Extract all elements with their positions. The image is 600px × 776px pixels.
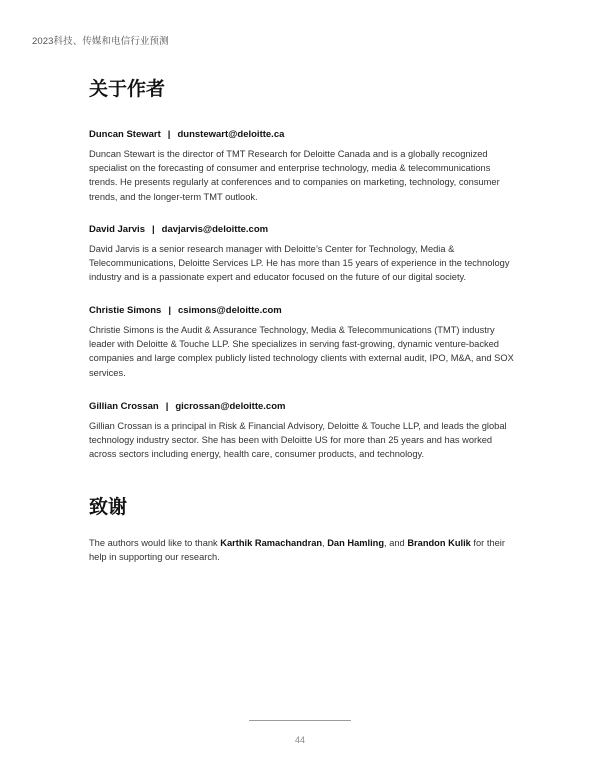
acknowledgments-heading: 致谢: [89, 496, 128, 518]
ack-outro: for their help in supporting our research.: [89, 538, 505, 563]
author-bio: Duncan Stewart is the director of TMT Research for Deloitte Canada and is a globally recognized specialist on the forecasting of consumer and enterprise technology, media & telecommunications trends. He presents regularly at conferences and to companies on marketing, technology, consumer trends, and the longer-term TMT outlook.: [89, 149, 500, 202]
ack-intro: The authors would like to thank: [89, 538, 221, 548]
author-separator: |: [168, 305, 171, 316]
author-email[interactable]: csimons@deloitte.com: [178, 305, 282, 316]
author-bio: Gillian Crossan is a principal in Risk & Financial Advisory, Deloitte & Touche LLP, and leads the global technology industry sector. She has been with Deloitte US for more than 25 years and has worked across sectors including energy, health care, consumer products, and technology.: [89, 421, 507, 460]
ack-person-dan: Dan Hamling: [327, 538, 385, 548]
author-name-line: [89, 128, 519, 141]
acknowledgments-text: [89, 536, 519, 564]
author-block-gillian-crossan: [89, 400, 519, 462]
author-name: Gillian Crossan: [89, 401, 159, 412]
ack-person-brandon: Brandon Kulik: [407, 538, 471, 548]
ack-comma: ,: [322, 538, 328, 548]
ack-and: , and: [384, 538, 408, 548]
author-bio: David Jarvis is a senior research manager with Deloitte’s Center for Technology, Media & Telecommunications, Deloitte Services LP. He has more than 15 years of experience in the technology industry and is a passionate expert and educator focused on the future of our digital society.: [89, 244, 510, 283]
about-authors-heading: 关于作者: [89, 78, 166, 100]
author-separator: |: [165, 401, 169, 412]
author-separator: |: [167, 129, 171, 140]
ack-person-karthik: Karthik Ramachandran: [220, 538, 323, 548]
author-block-david-jarvis: [89, 223, 519, 285]
author-block-duncan-stewart: [89, 128, 519, 204]
author-block-christie-simons: [89, 304, 519, 380]
author-name: David Jarvis: [89, 224, 145, 235]
author-email[interactable]: gicrossan@deloitte.com: [175, 401, 286, 412]
author-name-line: [89, 223, 519, 236]
author-name-line: [89, 304, 519, 317]
page-content: [89, 76, 519, 563]
author-name: Christie Simons: [89, 305, 162, 316]
author-separator: |: [151, 224, 155, 235]
page-number: 44: [294, 735, 305, 745]
author-email[interactable]: dunstewart@deloitte.ca: [177, 129, 285, 140]
author-bio: Christie Simons is the Audit & Assurance Technology, Media & Telecommunications (TMT) industry leader with Deloitte & Touche LLP. She specializes in serving fast-growing, dynamic venture-backed companies and large complex publicly listed technology clients with external audit, IPO, M&A, and SOX services.: [89, 325, 514, 378]
footer-divider: [249, 720, 351, 721]
running-header-title: 2023科技、传媒和电信行业预测: [32, 36, 169, 47]
author-email[interactable]: davjarvis@deloitte.com: [161, 224, 269, 235]
author-name: Duncan Stewart: [89, 129, 161, 140]
author-name-line: [89, 400, 519, 413]
